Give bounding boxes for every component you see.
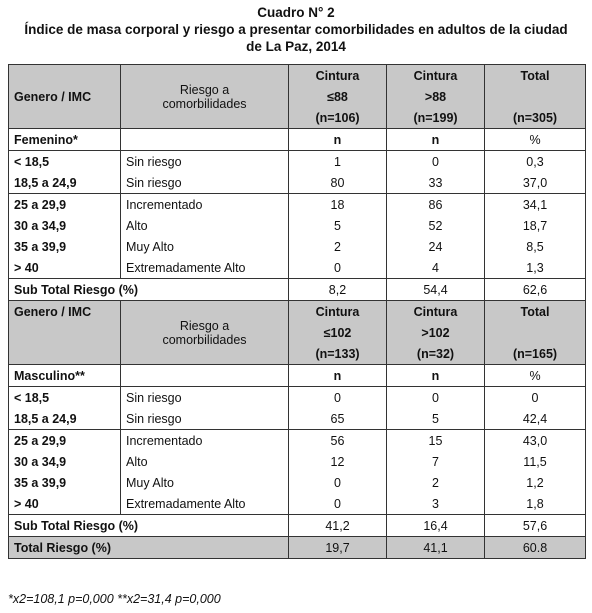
masc-imc: 18,5 a 24,9 [9,408,121,430]
fem-imc: 30 a 34,9 [9,215,121,236]
fem-riesgo: Incrementado [121,194,289,216]
fem-c1: 5 [289,215,387,236]
masc-unit-2: n [387,365,485,387]
masc-header-row-3 [9,343,586,365]
fem-unit-total: % [485,129,586,151]
header-riesgo-2 [121,301,289,365]
masc-riesgo: Sin riesgo [121,387,289,409]
masc-riesgo: Extremadamente Alto [121,493,289,515]
masc-header-blank-left-2 [9,343,121,365]
table-caption-line-1: Índice de masa corporal y riesgo a presentar comorbilidades en adultos de la ciudad [24,22,568,37]
masc-header-blank-left [9,322,121,343]
masc-n-total: (n=165) [485,343,586,365]
masc-label-blank [121,365,289,387]
fem-riesgo: Muy Alto [121,236,289,257]
masc-n-2: (n=32) [387,343,485,365]
masc-imc: 35 a 39,9 [9,472,121,493]
fem-unit-1: n [289,129,387,151]
fem-imc: 35 a 39,9 [9,236,121,257]
masc-header-row-1 [9,301,586,323]
masc-total: 11,5 [485,451,586,472]
fem-subtotal-c1: 8,2 [289,279,387,301]
masc-subtotal-c2: 16,4 [387,515,485,537]
table-row [9,194,586,216]
masc-c1: 56 [289,430,387,452]
fem-n-total: (n=305) [485,107,586,129]
fem-total: 1,3 [485,257,586,279]
table-row [9,493,586,515]
header-riesgo-line2: comorbilidades [162,96,247,111]
fem-imc: 18,5 a 24,9 [9,172,121,194]
fem-imc: < 18,5 [9,151,121,173]
table-row [9,236,586,257]
masc-header-row-2 [9,322,586,343]
fem-n-2: (n=199) [387,107,485,129]
masc-total: 42,4 [485,408,586,430]
fem-label-blank [121,129,289,151]
table-row [9,172,586,194]
fem-unit-2: n [387,129,485,151]
masc-c2: 5 [387,408,485,430]
header-genero-imc-2: Genero / IMC [9,301,121,323]
masc-crit-blank [485,322,586,343]
fem-total: 0,3 [485,151,586,173]
header-cintura-2: Cintura [387,65,485,87]
masc-c2: 7 [387,451,485,472]
header-cintura-1-2: Cintura [289,301,387,323]
masc-imc: < 18,5 [9,387,121,409]
fem-total: 8,5 [485,236,586,257]
header-total: Total [485,65,586,87]
fem-c1: 0 [289,257,387,279]
masc-subtotal-label: Sub Total Riesgo (%) [9,515,289,537]
fem-c2: 33 [387,172,485,194]
fem-subtotal-total: 62,6 [485,279,586,301]
masc-subtotal-total: 57,6 [485,515,586,537]
fem-riesgo: Alto [121,215,289,236]
masc-c1: 0 [289,472,387,493]
masc-total: 1,8 [485,493,586,515]
table-row [9,215,586,236]
masc-riesgo: Muy Alto [121,472,289,493]
fem-subtotal-label: Sub Total Riesgo (%) [9,279,289,301]
fem-crit-2: >88 [387,86,485,107]
masc-c1: 12 [289,451,387,472]
masc-c2: 2 [387,472,485,493]
masc-c1: 0 [289,387,387,409]
table-row [9,151,586,173]
fem-c2: 24 [387,236,485,257]
table-caption-line-2: de La Paz, 2014 [246,39,346,54]
fem-label-row [9,129,586,151]
fem-riesgo: Sin riesgo [121,172,289,194]
fem-n-1: (n=106) [289,107,387,129]
total-c2: 41,1 [387,537,485,559]
fem-c2: 0 [387,151,485,173]
imc-risk-table [8,64,586,559]
header-riesgo-2-line1: Riesgo a [179,318,230,333]
fem-total: 34,1 [485,194,586,216]
header-cintura-2-2: Cintura [387,301,485,323]
header-genero-imc: Genero / IMC [9,65,121,129]
table-row [9,408,586,430]
fem-c1: 2 [289,236,387,257]
masc-c1: 65 [289,408,387,430]
fem-label: Femenino* [9,129,121,151]
masc-subtotal-row [9,515,586,537]
header-riesgo [121,65,289,129]
masc-imc: 30 a 34,9 [9,451,121,472]
masc-total: 43,0 [485,430,586,452]
masc-c2: 0 [387,387,485,409]
masc-imc: 25 a 29,9 [9,430,121,452]
fem-subtotal-c2: 54,4 [387,279,485,301]
total-t: 60.8 [485,537,586,559]
masc-total: 1,2 [485,472,586,493]
fem-riesgo: Extremadamente Alto [121,257,289,279]
header-total-2: Total [485,301,586,323]
fem-c2: 4 [387,257,485,279]
fem-c1: 1 [289,151,387,173]
table-row [9,451,586,472]
masc-riesgo: Incrementado [121,430,289,452]
table-row [9,257,586,279]
fem-crit-blank [485,86,586,107]
header-cintura-1: Cintura [289,65,387,87]
masc-imc: > 40 [9,493,121,515]
fem-total: 18,7 [485,215,586,236]
fem-imc: 25 a 29,9 [9,194,121,216]
masc-c2: 15 [387,430,485,452]
header-riesgo-2-line2: comorbilidades [162,332,247,347]
masc-unit-total: % [485,365,586,387]
fem-total: 37,0 [485,172,586,194]
fem-riesgo: Sin riesgo [121,151,289,173]
fem-c2: 86 [387,194,485,216]
masc-crit-1: ≤102 [289,322,387,343]
masc-riesgo: Sin riesgo [121,408,289,430]
fem-crit-1: ≤88 [289,86,387,107]
table-row [9,430,586,452]
masc-n-1: (n=133) [289,343,387,365]
fem-subtotal-row [9,279,586,301]
table-row [9,387,586,409]
masc-label-row [9,365,586,387]
fem-c1: 18 [289,194,387,216]
masc-c1: 0 [289,493,387,515]
fem-c1: 80 [289,172,387,194]
table-row [9,472,586,493]
masc-riesgo: Alto [121,451,289,472]
fem-imc: > 40 [9,257,121,279]
masc-subtotal-c1: 41,2 [289,515,387,537]
table-caption-number: Cuadro N° 2 [257,5,335,20]
masc-crit-2: >102 [387,322,485,343]
header-riesgo-line1: Riesgo a [179,82,230,97]
fem-c2: 52 [387,215,485,236]
footnote: *x2=108,1 p=0,000 **x2=31,4 p=0,000 [8,592,221,606]
total-label: Total Riesgo (%) [9,537,289,559]
fem-header-row-1 [9,65,586,87]
masc-unit-1: n [289,365,387,387]
total-row [9,537,586,559]
masc-c2: 3 [387,493,485,515]
total-c1: 19,7 [289,537,387,559]
masc-label: Masculino** [9,365,121,387]
masc-total: 0 [485,387,586,409]
